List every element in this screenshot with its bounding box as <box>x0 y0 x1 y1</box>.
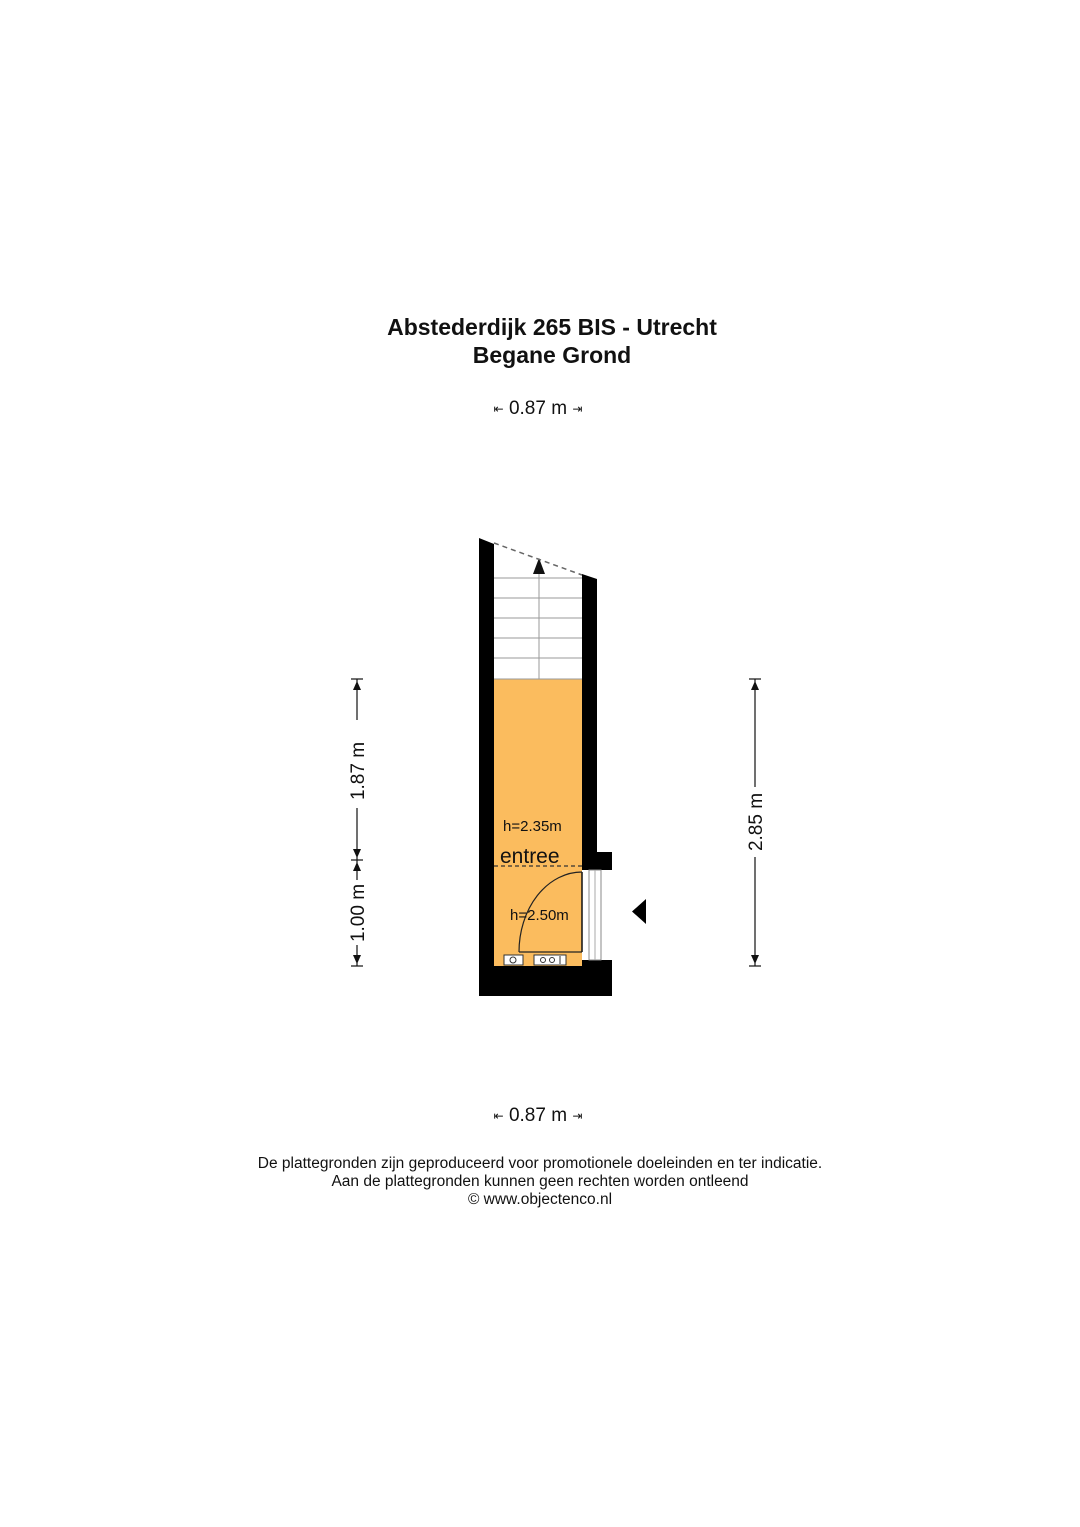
dimension-start-icon: ⇤ <box>493 402 504 416</box>
dimension-bottom-label: 0.87 m <box>508 1105 568 1126</box>
copyright-line: © www.objectenco.nl <box>467 1191 613 1208</box>
stair-direction-arrow-icon <box>533 558 545 574</box>
dimension-bottom <box>0 1105 1076 1127</box>
room-name-label: entree <box>500 845 560 868</box>
height-label-upper: h=2.35m <box>503 818 562 835</box>
dimension-left-upper-label: 1.87 m <box>348 741 369 801</box>
staircase <box>494 572 582 679</box>
floor-name: Begane Grond <box>472 342 632 368</box>
utility-meters <box>504 955 566 965</box>
plan-title: Abstederdijk 265 BIS - Utrecht <box>387 314 717 340</box>
disclaimer-line-1: De plattegronden zijn geproduceerd voor promotionele doeleinden en ter indicatie. <box>257 1155 823 1172</box>
dimension-start-icon: ⇤ <box>493 1109 504 1123</box>
dimension-left-lower-label: 1.00 m <box>348 883 369 943</box>
dimension-top-label: 0.87 m <box>508 398 568 419</box>
height-label-lower: h=2.50m <box>510 907 569 924</box>
entrance-marker-icon <box>632 899 646 924</box>
disclaimer-line-2: Aan de plattegronden kunnen geen rechten worden ontleend <box>331 1173 749 1190</box>
dimension-end-icon: ⇥ <box>572 1109 583 1123</box>
dimension-right-label: 2.85 m <box>746 792 767 852</box>
dimension-end-icon: ⇥ <box>572 402 583 416</box>
